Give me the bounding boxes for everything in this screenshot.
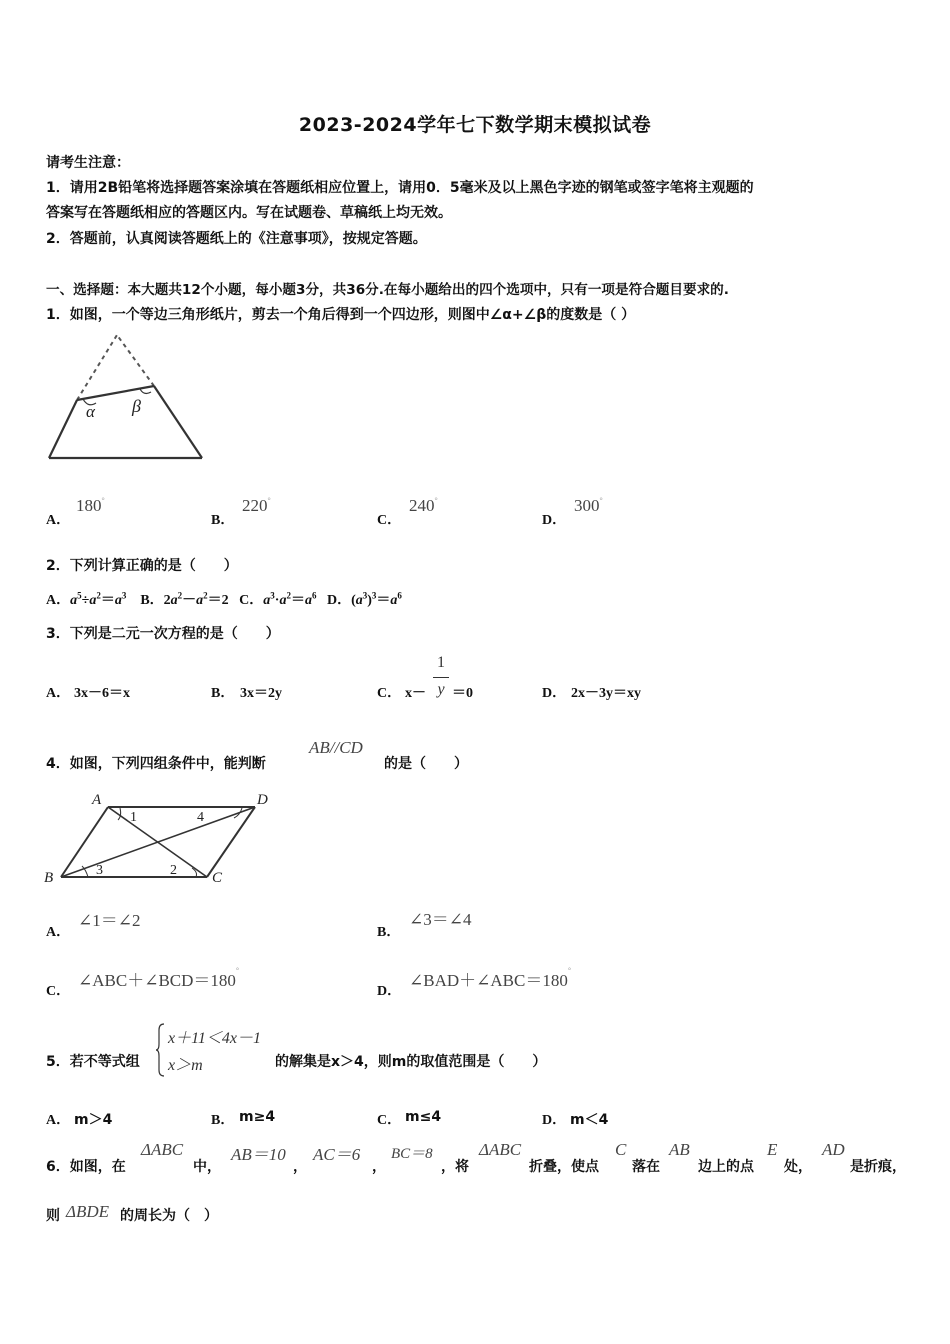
- q4-option-b-value: ∠3＝∠4: [409, 910, 472, 929]
- q3-option-d-letter: D．: [542, 686, 567, 701]
- q6-text-1: 6．如图，在: [46, 1159, 126, 1175]
- angle-4-label: 4: [197, 810, 204, 825]
- q5-system-line-1: x＋11＜4x－1: [168, 1030, 262, 1047]
- q5-option-a-letter: A．: [46, 1113, 71, 1128]
- q4-figure: [42, 788, 282, 888]
- angle-1-label: 1: [130, 810, 137, 825]
- q2-options: A．$a^5\div a^2=a^3$ B．$2a^2-a^2=2$ C．$a^3\cdot a^2=a^6$ D．$(a^3)^3=a^6$: [46, 590, 402, 608]
- beta-label: β: [132, 396, 141, 416]
- q6-math-4: BC＝8: [391, 1146, 433, 1162]
- q6-line2-math: ΔBDE: [66, 1202, 110, 1221]
- q3-option-a-value: 3x－6＝x: [74, 686, 130, 701]
- q5-option-d-letter: D．: [542, 1113, 567, 1128]
- q6-text-4: ，: [372, 1159, 386, 1175]
- q3-option-b-value: 3x＝2y: [240, 686, 282, 701]
- q4-option-c-value: ∠ABC＋∠BCD＝180°: [78, 966, 240, 990]
- cut-line: [77, 386, 154, 400]
- q6-math-3: AC＝6: [313, 1145, 361, 1164]
- q3-option-b-letter: B．: [211, 686, 235, 701]
- q6-math-5: ΔABC: [479, 1140, 522, 1159]
- q6-math-6: C: [615, 1140, 627, 1159]
- q4-option-d-letter: D．: [377, 984, 402, 999]
- alpha-label: α: [86, 402, 95, 421]
- diagonal-bd: [61, 807, 255, 877]
- q6-text-8: 边上的点: [698, 1159, 754, 1175]
- notice-heading: 请考生注意：: [46, 155, 130, 171]
- q4-stem-post: 的是（ ）: [384, 756, 468, 772]
- cut-corner-right: [117, 335, 154, 386]
- q3-option-c-tail: ＝0: [452, 686, 473, 701]
- angle-3-label: 3: [96, 863, 103, 878]
- q6-text-3: ，: [293, 1159, 307, 1175]
- segment-dc: [207, 807, 255, 877]
- q4-option-d-value: ∠BAD＋∠ABC＝180°: [409, 966, 572, 990]
- notice-line-1a: 1．请用2B铅笔将选择题答案涂填在答题纸相应位置上，请用0．5毫米及以上黑色字迹的钢笔或签字笔将主观题的: [46, 180, 754, 196]
- section-heading: 一、选择题：本大题共12个小题，每小题3分，共36分.在每小题给出的四个选项中，只有一项是符合题目要求的.: [46, 282, 729, 298]
- page-title: 2023-2024学年七下数学期末模拟试卷: [298, 114, 652, 136]
- q1-option-a-letter: A．: [46, 513, 71, 528]
- vertex-d-label: D: [257, 792, 268, 808]
- q4-option-b-letter: B．: [377, 925, 401, 940]
- q6-text-6: 折叠，使点: [529, 1159, 599, 1175]
- q6-math-2: AB＝10: [231, 1145, 286, 1164]
- q1-option-b-letter: B．: [211, 513, 235, 528]
- q5-option-c-value: m≤4: [405, 1109, 442, 1125]
- notice-line-1b: 答案写在答题纸相应的答题区内。写在试题卷、草稿纸上均无效。: [46, 205, 452, 221]
- q1-option-b-value: 220°: [242, 496, 271, 515]
- q3-option-c-numerator: 1: [437, 654, 445, 671]
- q1-option-c-value: 240°: [409, 496, 438, 515]
- q1-stem: 1．如图，一个等边三角形纸片，剪去一个角后得到一个四边形，则图中∠α+∠β的度数是（ ）: [46, 307, 636, 323]
- q5-stem-pre: 5．若不等式组: [46, 1054, 140, 1070]
- triangle-left-side: [49, 400, 77, 458]
- q4-option-a-value: ∠1＝∠2: [78, 911, 141, 930]
- q1-option-c-letter: C．: [377, 513, 402, 528]
- q1-option-d-letter: D．: [542, 513, 567, 528]
- q3-option-c-value: x－: [405, 686, 426, 701]
- q5-option-b-letter: B．: [211, 1113, 235, 1128]
- vertex-a-label: A: [92, 792, 102, 808]
- vertex-c-label: C: [212, 870, 223, 886]
- q6-text-7: 落在: [632, 1159, 660, 1175]
- q1-option-d-value: 300°: [574, 496, 603, 515]
- q3-option-c-fraction-bar: [433, 677, 449, 678]
- beta-arc: [140, 389, 151, 393]
- q4-option-c-letter: C．: [46, 984, 71, 999]
- notice-line-2: 2．答题前，认真阅读答题纸上的《注意事项》，按规定答题。: [46, 231, 427, 247]
- q2-stem: 2．下列计算正确的是（ ）: [46, 558, 238, 574]
- q6-line2-post: 的周长为（ ）: [120, 1208, 218, 1224]
- q5-system-brace: [156, 1022, 166, 1078]
- q6-text-10: 是折痕，: [850, 1159, 906, 1175]
- vertex-b-label: B: [44, 870, 54, 886]
- q6-math-1: ΔABC: [141, 1140, 184, 1159]
- triangle-right-side: [154, 386, 202, 458]
- q4-option-a-letter: A．: [46, 925, 71, 940]
- q3-option-c-denominator: y: [437, 681, 445, 698]
- q4-stem-pre: 4．如图，下列四组条件中，能判断: [46, 756, 266, 772]
- q6-math-8: E: [767, 1140, 778, 1159]
- q6-text-2: 中，: [193, 1159, 221, 1175]
- q6-math-9: AD: [822, 1140, 845, 1159]
- cut-corner-left: [77, 335, 117, 400]
- q3-option-c-letter: C．: [377, 686, 402, 701]
- q6-text-5: ，将: [441, 1159, 469, 1175]
- q4-stem-math: AB//CD: [309, 738, 363, 757]
- q5-system-line-2: x＞m: [168, 1057, 203, 1074]
- q1-figure: [44, 330, 209, 465]
- q5-option-b-value: m≥4: [239, 1109, 276, 1125]
- q1-option-a-value: 180°: [76, 496, 105, 515]
- q5-option-c-letter: C．: [377, 1113, 402, 1128]
- q6-text-9: 处，: [784, 1159, 812, 1175]
- q6-line2-pre: 则: [46, 1208, 60, 1224]
- q3-option-d-value: 2x－3y＝xy: [571, 686, 641, 701]
- angle-2-label: 2: [170, 863, 177, 878]
- q6-math-7: AB: [669, 1140, 690, 1159]
- q3-option-a-letter: A．: [46, 686, 71, 701]
- q5-option-d-value: m＜4: [570, 1112, 609, 1128]
- q5-stem-post: 的解集是x＞4，则m的取值范围是（ ）: [275, 1054, 547, 1070]
- q5-option-a-value: m＞4: [74, 1112, 113, 1128]
- q3-stem: 3．下列是二元一次方程的是（ ）: [46, 626, 280, 642]
